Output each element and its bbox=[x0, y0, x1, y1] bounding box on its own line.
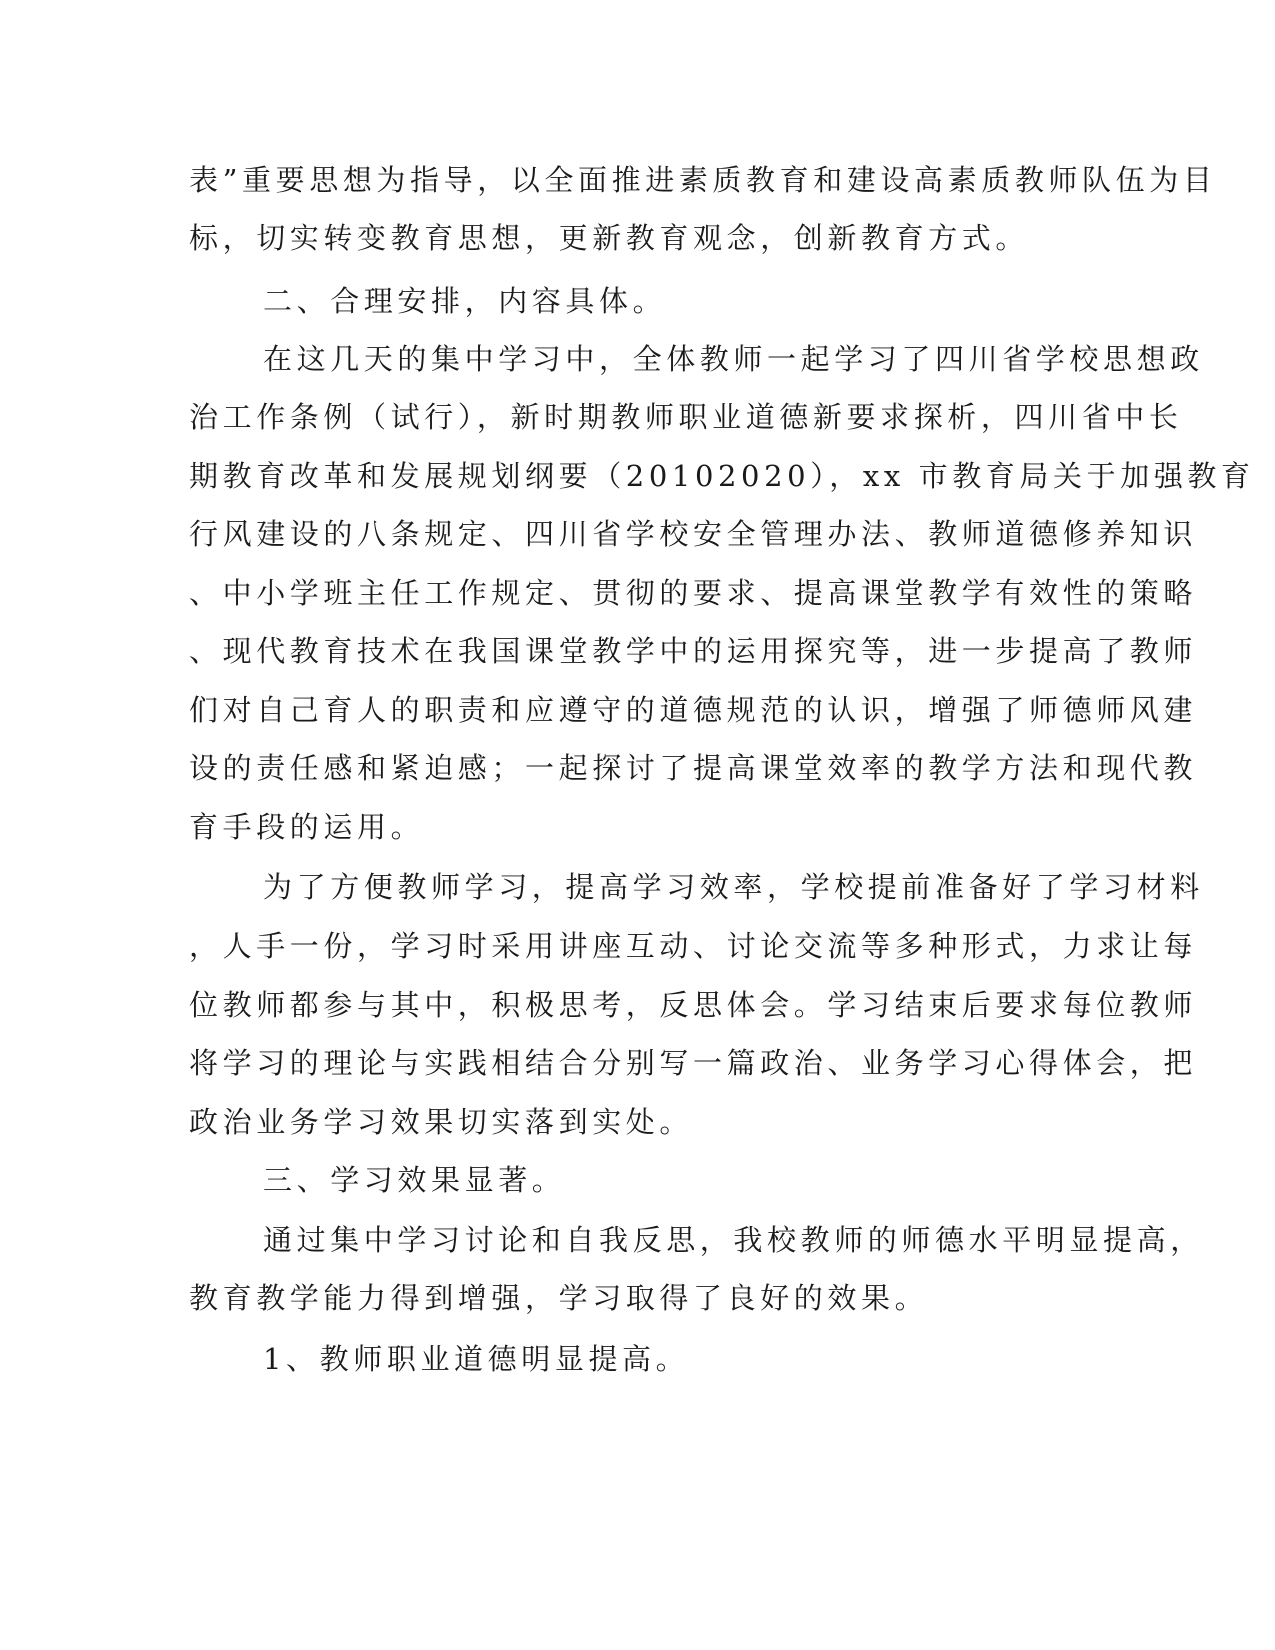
text-line: 教育教学能力得到增强，学习取得了良好的效果。 bbox=[189, 1281, 929, 1315]
text-line: 政治业务学习效果切实落到实处。 bbox=[189, 1105, 694, 1139]
text-line: 、中小学班主任工作规定、贯彻的要求、提高课堂教学有效性的策略 bbox=[189, 576, 1198, 610]
text-line: 们对自己育人的职责和应遵守的道德规范的认识，增强了师德师风建 bbox=[189, 693, 1198, 727]
text-line: 为了方便教师学习，提高学习效率，学校提前准备好了学习材料 bbox=[263, 870, 1204, 904]
text-line: 通过集中学习讨论和自我反思，我校教师的师德水平明显提高， bbox=[263, 1223, 1204, 1257]
text-line: 标，切实转变教育思想，更新教育观念，创新教育方式。 bbox=[189, 221, 1030, 255]
section-heading: 三、学习效果显著。 bbox=[263, 1163, 566, 1197]
section-heading: 二、合理安排，内容具体。 bbox=[263, 284, 667, 318]
text-line: 、现代教育技术在我国课堂教学中的运用探究等，进一步提高了教师 bbox=[189, 634, 1198, 668]
text-line: 位教师都参与其中，积极思考，反思体会。学习结束后要求每位教师 bbox=[189, 988, 1198, 1022]
text-line: 期教育改革和发展规划纲要（20102020），xx 市教育局关于加强教育 bbox=[189, 459, 1255, 493]
text-line: 育手段的运用。 bbox=[189, 810, 425, 844]
text-line: 治工作条例（试行），新时期教师职业道德新要求探析，四川省中长 bbox=[189, 400, 1183, 434]
text-line: ，人手一份，学习时采用讲座互动、讨论交流等多种形式，力求让每 bbox=[189, 929, 1198, 963]
text-line: 设的责任感和紧迫感；一起探讨了提高课堂效率的教学方法和现代教 bbox=[189, 751, 1198, 785]
text-line: 行风建设的八条规定、四川省学校安全管理办法、教师道德修养知识 bbox=[189, 517, 1198, 551]
text-line: 在这几天的集中学习中，全体教师一起学习了四川省学校思想政 bbox=[263, 342, 1204, 376]
text-line: 表”重要思想为指导，以全面推进素质教育和建设高素质教师队伍为目 bbox=[189, 163, 1217, 197]
text-line: 将学习的理论与实践相结合分别写一篇政治、业务学习心得体会，把 bbox=[189, 1046, 1198, 1080]
sub-heading: 1、教师职业道德明显提高。 bbox=[263, 1342, 690, 1376]
